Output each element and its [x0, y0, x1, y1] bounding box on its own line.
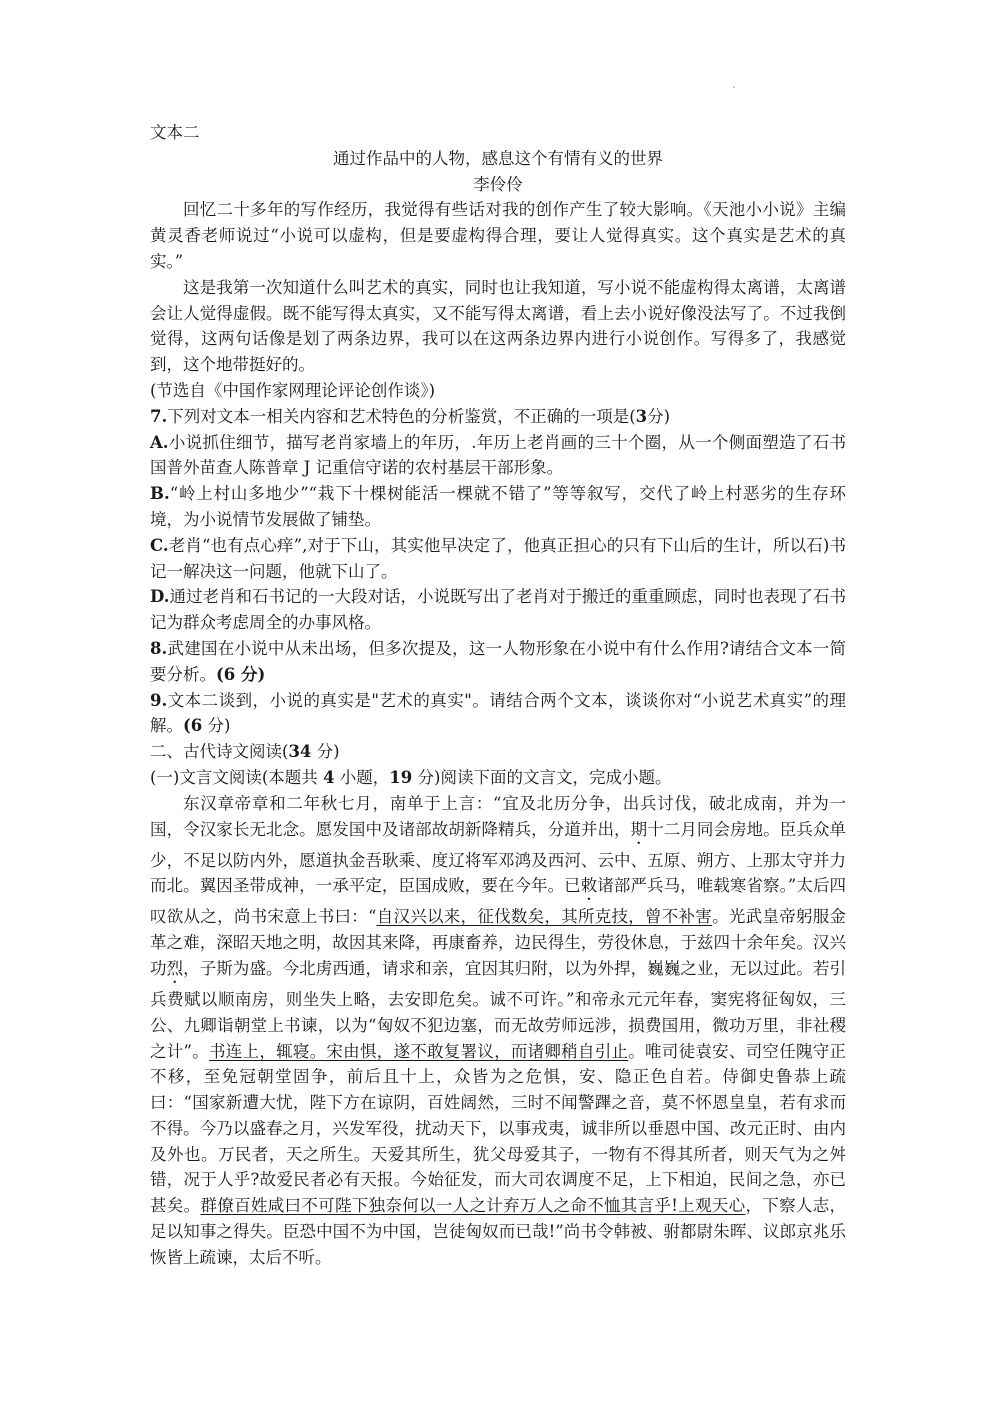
option-a [150, 430, 846, 482]
underlined-sentence: 群僚百姓咸曰不可陛下独奈何以一人之计弃万人之命不恤其言乎!上观天心 [200, 1196, 746, 1216]
passage-text: ，下察人志，足以知事之得失。臣恐中国不为中国，岂徒匈奴而已哉!”尚书令韩被、驸都尉朱晖、议郎京兆乐恢皆上疏谏，太后不听。 [150, 1196, 847, 1267]
option-text: 通过老肖和石书记的一大段对话，小说既写出了老肖对于搬迁的重重顾虑，同时也表现了石书记为群众考虑周全的办事风格。 [150, 587, 846, 633]
sub-text: 小题， [334, 767, 390, 787]
option-text: 小说抓住细节，描写老肖家墙上的年历，.年历上老肖画的三十个圈，从一个侧面塑造了石书国普外苗查人陈普章 J 记重信守诺的农村基层干部形象。 [150, 432, 846, 478]
question-text: 武建国在小说中从未出场，但多次提及，这一人物形象在小说中有什么作用?请结合文本一简要分析。 [150, 638, 846, 684]
question-number: 7. [150, 406, 168, 426]
classical-passage [150, 791, 846, 1271]
question-score-unit: 分) [647, 406, 671, 426]
sub-text: (一)文言文阅读(本题共 [150, 767, 324, 787]
heading-text: 二、古代诗文阅读( [150, 742, 289, 762]
option-label: A. [150, 432, 169, 452]
dotted-word: 烈 [166, 958, 184, 978]
question-8 [150, 636, 846, 688]
page-content [150, 120, 846, 1271]
question-7-stem [150, 404, 846, 430]
article-source: (节选自《中国作家网理论评论创作谈》) [150, 380, 436, 400]
article-paragraph-1: 回忆二十多年的写作经历，我觉得有些话对我的创作产生了较大影响。《天池小小说》主编黄灵香老师说过“小说可以虚构，但是要虚构得合理，要让人觉得真实。这个真实是艺术的真实。” [150, 200, 846, 271]
passage-text: 。光武皇帝躬服金革之难，深昭天地之明，故因其来降，再康畜养，边民得生，劳役休息，于兹四十余年矣。汉兴功 [150, 907, 847, 978]
question-text: 下列对文本一相关内容和艺术特色的分析鉴赏，不正确的一项是( [167, 406, 636, 426]
question-number: 9. [150, 690, 168, 710]
section-label: 文本二 [150, 123, 200, 142]
question-score: (6 分) [216, 664, 266, 684]
underlined-sentence: 自汉兴以来，征伐数矣，其所克技，曾不补害 [376, 907, 713, 927]
question-score-unit: 分) [202, 716, 231, 736]
subsection-heading [150, 765, 846, 791]
question-text: 文本二谈到，小说的真实是"艺术的真实"。请结合两个文本，谈谈你对“小说艺术真实”的理解。 [150, 690, 846, 736]
option-label: D. [150, 587, 170, 607]
article-author: 李伶伶 [473, 174, 523, 194]
dotted-word: 期 [630, 819, 648, 839]
option-text: 老肖“也有点心痒”,对于下山，其实他早决定了，他真正担心的只有下山后的生计，所以石)书记一解决这一问题，他就下山了。 [150, 535, 846, 581]
underlined-sentence: 书连上，辄寝。宋由惧，遂不敢复署议，而诸卿稍自引止 [209, 1041, 629, 1061]
scan-speck [733, 86, 735, 88]
option-text: “岭上村山多地少”“栽下十棵树能活一棵就不错了”等等叙写，交代了岭上村恶劣的生存环境，为小说情节发展做了铺垫。 [150, 484, 846, 529]
heading-score: 34 [288, 742, 312, 762]
option-label: C. [150, 535, 169, 555]
passage-text: ，子斯为盛。今北虏西通，请求和亲，宜因其归附，以为外捍，巍巍之业，无以过此。若引兵费赋以顺南房，则坐失上略，去安即危矣。诚不可许。”和帝永元元年春，窦宪将征匈奴，三公、九卿诣朝堂上书谏，以为“匈奴不犯边塞，而无故劳师远涉，损费国用，微功万里，非社稷之计”。 [150, 958, 847, 1061]
dotted-word: 敕 [580, 876, 598, 896]
passage-text: 东汉章帝章和二年秋七月，南单于上言：“宜及北历分争，出兵讨伐，破北成南，并为一国，令汉家长无北念。愿发国中及诸部故胡新降精兵，分道并出， [150, 793, 846, 839]
passage-text: 十二月同会房地。臣兵众单少，不足以防内外，愿道执金吾耿乘、度辽将军邓鸿及西河、云中、五原、朔方、上那太守并力而北。翼因圣带成神，一承平定，臣国成败，要在今年。已 [150, 819, 847, 896]
passage-text: 诸部严兵马，唯载寒省察。”太后四叹欲从之，尚书宋意上书曰：“ [150, 876, 847, 927]
section-2-heading [150, 739, 846, 765]
passage-text: 。唯司徒袁安、司空任隗守正不移，至免冠朝堂固争，前后且十上，众皆为之危惧，安、隐正色自若。侍御史鲁恭上疏曰：“国家新遭大忧，陛下方在谅阴，百姓阔然，三时不闻警蹕之音，莫不怀恩皇皇，若有求而不得。今乃以盛春之月，兴发军役，扰动天下，以事戎夷，诚非所以垂恩中国、改元正时、由内及外也。万民者，天之所生。天爱其所生，犹父母爱其子，一物有不得其所者，则天气为之舛错，况于人乎?故爱民者必有天报。今始征发，而大司农调度不足，上下相迫，民间之急，亦已甚矣。 [150, 1041, 847, 1216]
heading-unit: 分) [311, 742, 340, 762]
sub-count: 4 [323, 767, 335, 787]
option-label: B. [150, 484, 170, 504]
article-paragraph-2: 这是我第一次知道什么叫艺术的真实，同时也让我知道，写小说不能虚构得太离谱，太离谱会让人觉得虚假。既不能写得太真实，又不能写得太离谱，看上去小说好像没法写了。不过我倒觉得，这两句话像是划了两条边界，我可以在这两条边界内进行小说创作。写得多了，我感觉到，这个地带挺好的。 [150, 277, 846, 375]
option-c [150, 533, 846, 585]
option-b [150, 481, 846, 533]
sub-score: 19 [389, 767, 413, 787]
question-score: 3 [635, 406, 648, 426]
article-title: 通过作品中的人物，感息这个有情有义的世界 [333, 148, 663, 168]
question-score: (6 [183, 716, 203, 736]
option-d [150, 584, 846, 636]
sub-text: 分)阅读下面的文言文，完成小题。 [412, 767, 672, 787]
question-9 [150, 688, 846, 740]
question-number: 8. [150, 638, 168, 658]
